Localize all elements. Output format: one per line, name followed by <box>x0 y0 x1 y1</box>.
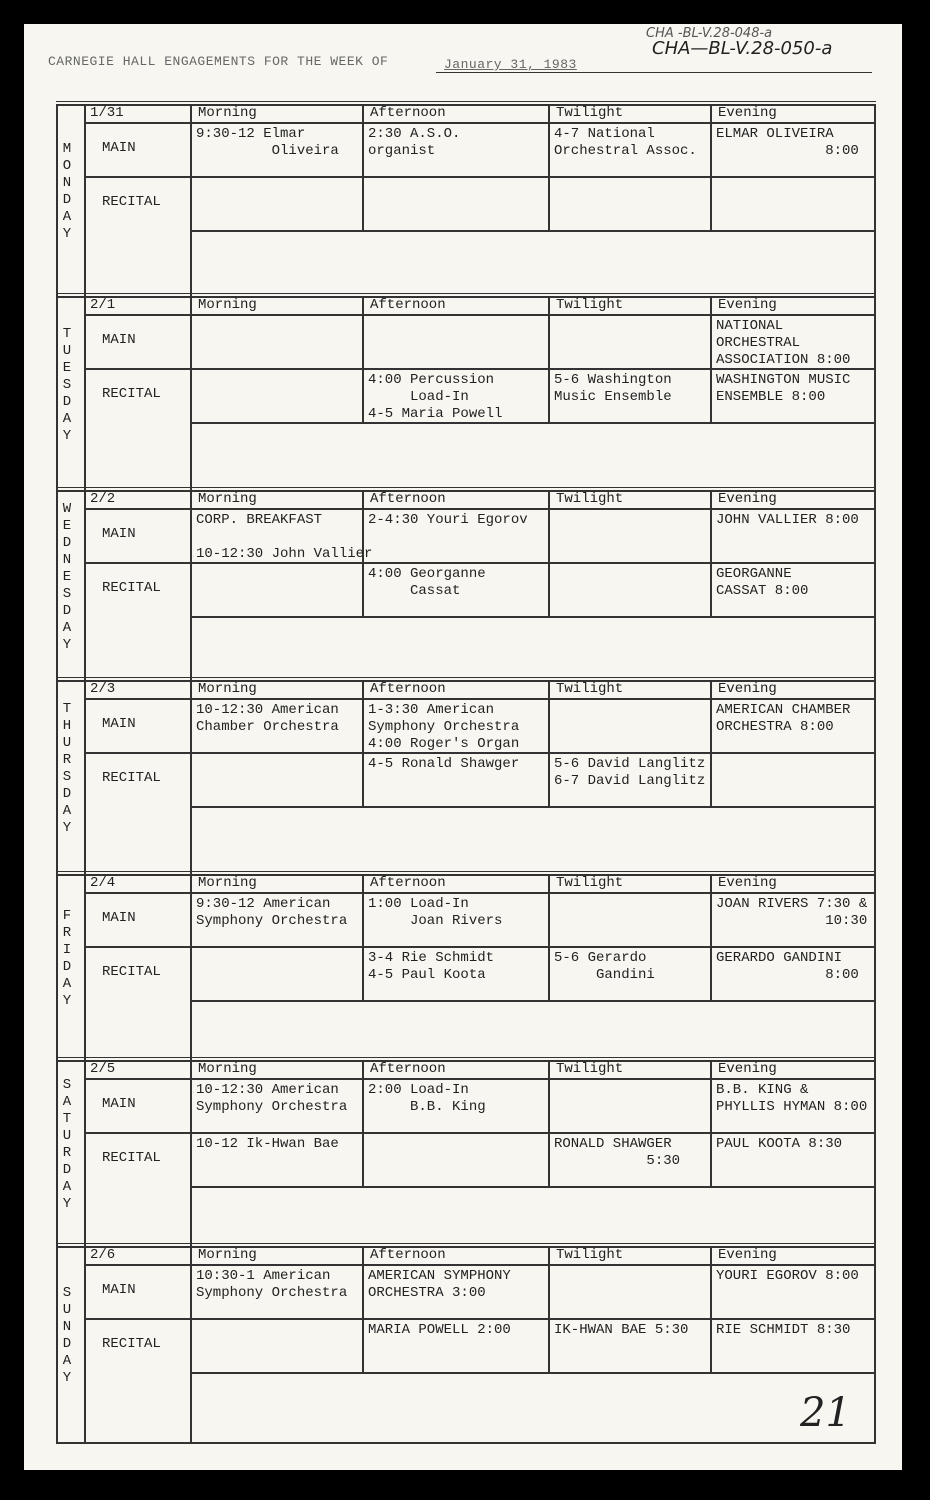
period-afternoon: Afternoon <box>370 1061 446 1077</box>
rule-line <box>362 296 364 422</box>
period-evening: Evening <box>718 297 777 313</box>
day-date: 1/31 <box>90 105 124 121</box>
document-title: CARNEGIE HALL ENGAGEMENTS FOR THE WEEK OF <box>48 54 389 69</box>
period-afternoon: Afternoon <box>370 681 446 697</box>
period-twilight: Twilight <box>556 105 624 121</box>
day-date: 2/5 <box>90 1061 116 1077</box>
row-label-main: MAIN <box>102 1096 136 1112</box>
rule-line <box>548 296 550 422</box>
day-name-vertical: M O N D A Y <box>62 141 72 242</box>
rule-line <box>362 104 364 230</box>
period-twilight: Twilight <box>556 1247 624 1263</box>
main-cell-evening: JOAN RIVERS 7:30 & 10:30 <box>716 896 868 929</box>
rule-line <box>710 1060 712 1186</box>
rule-line <box>874 104 876 1442</box>
rule-line <box>84 296 86 490</box>
row-label-recital: RECITAL <box>102 1336 161 1352</box>
recital-cell-afternoon: 4:00 Percussion Load-In 4-5 Maria Powell <box>368 372 503 422</box>
main-cell-evening: NATIONAL ORCHESTRAL ASSOCIATION 8:00 <box>716 318 851 368</box>
rule-line <box>84 680 86 874</box>
period-twilight: Twilight <box>556 1061 624 1077</box>
rule-line <box>56 1057 876 1058</box>
period-evening: Evening <box>718 681 777 697</box>
day-name-vertical: T U E S D A Y <box>62 325 72 444</box>
week-date: January 31, 1983 <box>444 57 577 72</box>
row-label-recital: RECITAL <box>102 964 161 980</box>
rule-line <box>190 1186 874 1188</box>
period-afternoon: Afternoon <box>370 297 446 313</box>
rule-line <box>84 892 874 894</box>
day-name-vertical: S U N D A Y <box>62 1285 72 1386</box>
rule-line <box>548 1246 550 1372</box>
row-label-main: MAIN <box>102 1282 136 1298</box>
rule-line <box>548 104 550 230</box>
main-cell-morning: 10:30-1 American Symphony Orchestra <box>196 1268 348 1301</box>
recital-cell-twilight: 5-6 Gerardo Gandini <box>554 950 655 983</box>
rule-line <box>190 1000 874 1002</box>
day-name-vertical: F R I D A Y <box>62 908 72 1009</box>
rule-line <box>56 293 876 294</box>
rule-line <box>190 680 192 874</box>
recital-cell-afternoon: 4-5 Ronald Shawger <box>368 756 520 772</box>
period-evening: Evening <box>718 105 777 121</box>
period-afternoon: Afternoon <box>370 1247 446 1263</box>
rule-line <box>84 176 874 178</box>
main-cell-afternoon: 1:00 Load-In Joan Rivers <box>368 896 503 929</box>
main-cell-morning: 9:30-12 American Symphony Orchestra <box>196 896 348 929</box>
row-label-recital: RECITAL <box>102 194 161 210</box>
rule-line <box>84 1318 874 1320</box>
row-label-recital: RECITAL <box>102 580 161 596</box>
main-cell-morning: 9:30-12 Elmar Oliveira <box>196 126 339 159</box>
header-rule <box>436 72 872 73</box>
rule-line <box>362 680 364 806</box>
period-twilight: Twilight <box>556 681 624 697</box>
rule-line <box>84 1264 874 1266</box>
row-label-recital: RECITAL <box>102 770 161 786</box>
rule-line <box>710 296 712 422</box>
rule-line <box>548 1060 550 1186</box>
rule-line <box>710 490 712 616</box>
recital-cell-morning: 10-12 Ik-Hwan Bae <box>196 1136 339 1152</box>
main-cell-evening: YOURI EGOROV 8:00 <box>716 1268 859 1284</box>
rule-line <box>362 1246 364 1372</box>
main-cell-afternoon: 2:30 A.S.O. organist <box>368 126 461 159</box>
period-evening: Evening <box>718 491 777 507</box>
rule-line <box>84 1132 874 1134</box>
main-cell-morning: 10-12:30 American Chamber Orchestra <box>196 702 339 735</box>
rule-line <box>190 1372 874 1374</box>
period-morning: Morning <box>198 681 257 697</box>
recital-cell-twilight: IK-HWAN BAE 5:30 <box>554 1322 689 1338</box>
period-afternoon: Afternoon <box>370 875 446 891</box>
period-morning: Morning <box>198 105 257 121</box>
rule-line <box>548 490 550 616</box>
row-label-main: MAIN <box>102 140 136 156</box>
rule-line <box>56 677 876 678</box>
rule-line <box>190 230 874 232</box>
rule-line <box>190 296 192 490</box>
recital-cell-twilight: 5-6 Washington Music Ensemble <box>554 372 672 405</box>
rule-line <box>56 1243 876 1244</box>
rule-line <box>190 616 874 618</box>
rule-line <box>710 104 712 230</box>
main-cell-afternoon: 1-3:30 American Symphony Orchestra 4:00 Roger's Organ <box>368 702 520 752</box>
period-twilight: Twilight <box>556 875 624 891</box>
recital-cell-afternoon: MARIA POWELL 2:00 <box>368 1322 511 1338</box>
rule-line <box>710 1246 712 1372</box>
main-cell-evening: AMERICAN CHAMBER ORCHESTRA 8:00 <box>716 702 851 735</box>
main-cell-afternoon: 2:00 Load-In B.B. King <box>368 1082 486 1115</box>
main-cell-afternoon: 2-4:30 Youri Egorov <box>368 512 528 528</box>
day-name-vertical: T H U R S D A Y <box>62 701 72 836</box>
recital-cell-evening: GERARDO GANDINI 8:00 <box>716 950 859 983</box>
day-date: 2/2 <box>90 491 116 507</box>
reference-code: CHA—BL-V.28-050-a <box>652 38 833 59</box>
period-morning: Morning <box>198 875 257 891</box>
rule-line <box>84 1060 86 1246</box>
main-cell-evening: ELMAR OLIVEIRA 8:00 <box>716 126 859 159</box>
row-label-main: MAIN <box>102 716 136 732</box>
period-afternoon: Afternoon <box>370 105 446 121</box>
rule-line <box>190 874 192 1060</box>
period-morning: Morning <box>198 491 257 507</box>
day-name-vertical: W E D N E S D A Y <box>62 500 72 653</box>
rule-line <box>84 874 86 1060</box>
rule-line <box>190 490 192 680</box>
recital-cell-twilight: RONALD SHAWGER 5:30 <box>554 1136 681 1169</box>
row-label-recital: RECITAL <box>102 386 161 402</box>
reference-code-faded: CHA -BL-V.28-048-a <box>646 26 773 41</box>
rule-line <box>84 698 874 700</box>
recital-cell-afternoon: 3-4 Rie Schmidt 4-5 Paul Koota <box>368 950 495 983</box>
document-page <box>24 24 902 1470</box>
rule-line <box>710 680 712 806</box>
recital-cell-evening: PAUL KOOTA 8:30 <box>716 1136 843 1152</box>
main-cell-twilight: 4-7 National Orchestral Assoc. <box>554 126 697 159</box>
row-label-main: MAIN <box>102 910 136 926</box>
rule-line <box>710 874 712 1000</box>
rule-line <box>56 487 876 488</box>
main-cell-afternoon: AMERICAN SYMPHONY ORCHESTRA 3:00 <box>368 1268 511 1301</box>
period-morning: Morning <box>198 297 257 313</box>
recital-cell-evening: GEORGANNE CASSAT 8:00 <box>716 566 809 599</box>
rule-line <box>56 101 876 102</box>
period-twilight: Twilight <box>556 297 624 313</box>
rule-line <box>84 946 874 948</box>
period-evening: Evening <box>718 875 777 891</box>
rule-line <box>190 806 874 808</box>
rule-line <box>84 1078 874 1080</box>
rule-line <box>84 122 874 124</box>
rule-line <box>84 508 874 510</box>
rule-line <box>362 874 364 1000</box>
rule-line <box>84 1246 86 1442</box>
rule-line <box>362 1060 364 1186</box>
period-afternoon: Afternoon <box>370 491 446 507</box>
row-label-main: MAIN <box>102 332 136 348</box>
main-cell-morning: 10-12:30 American Symphony Orchestra <box>196 1082 348 1115</box>
row-label-main: MAIN <box>102 526 136 542</box>
rule-line <box>56 104 58 1442</box>
day-date: 2/1 <box>90 297 116 313</box>
rule-line <box>190 104 192 296</box>
period-evening: Evening <box>718 1061 777 1077</box>
day-date: 2/6 <box>90 1247 116 1263</box>
rule-line <box>84 490 86 680</box>
rule-line <box>56 1442 876 1444</box>
recital-cell-afternoon: 4:00 Georganne Cassat <box>368 566 486 599</box>
day-date: 2/3 <box>90 681 116 697</box>
rule-line <box>84 314 874 316</box>
day-date: 2/4 <box>90 875 116 891</box>
rule-line <box>190 1246 192 1442</box>
recital-cell-evening: WASHINGTON MUSIC ENSEMBLE 8:00 <box>716 372 851 405</box>
rule-line <box>548 680 550 806</box>
period-twilight: Twilight <box>556 491 624 507</box>
period-morning: Morning <box>198 1247 257 1263</box>
rule-line <box>84 104 86 296</box>
rule-line <box>190 422 874 424</box>
day-name-vertical: S A T U R D A Y <box>62 1077 72 1212</box>
recital-cell-evening: RIE SCHMIDT 8:30 <box>716 1322 851 1338</box>
rule-line <box>190 1060 192 1246</box>
rule-line <box>56 871 876 872</box>
main-cell-morning: CORP. BREAKFAST 10-12:30 John Vallier <box>196 512 373 562</box>
row-label-recital: RECITAL <box>102 1150 161 1166</box>
page-number: 21 <box>800 1390 851 1436</box>
rule-line <box>548 874 550 1000</box>
main-cell-evening: B.B. KING & PHYLLIS HYMAN 8:00 <box>716 1082 868 1115</box>
main-cell-evening: JOHN VALLIER 8:00 <box>716 512 859 528</box>
period-evening: Evening <box>718 1247 777 1263</box>
recital-cell-twilight: 5-6 David Langlitz 6-7 David Langlitz <box>554 756 706 789</box>
period-morning: Morning <box>198 1061 257 1077</box>
